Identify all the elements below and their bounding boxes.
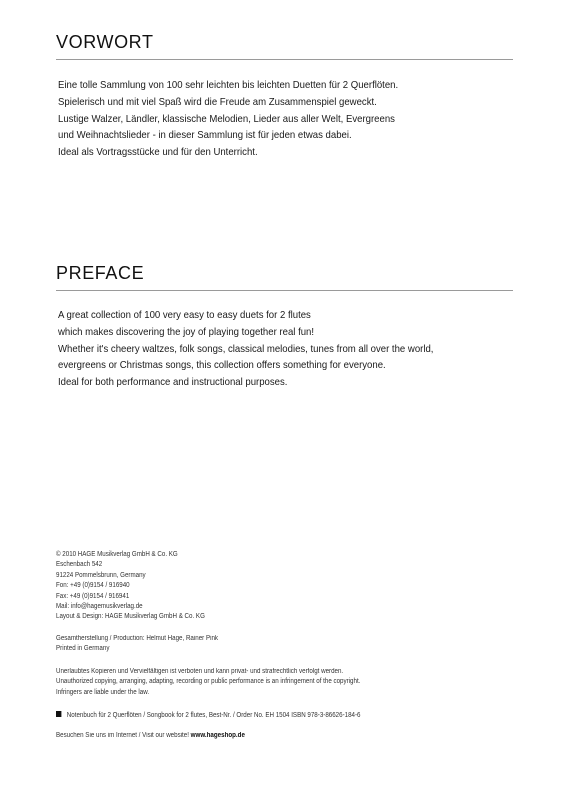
imprint-line: Unauthorized copying, arranging, adapting, recording or public performance is an infringement of the copyright. (56, 678, 361, 686)
imprint-line: © 2010 HAGE Musikverlag GmbH & Co. KG (56, 551, 178, 558)
preface-line: which makes discovering the joy of playing together real fun! (58, 326, 315, 338)
vorwort-line: Spielerisch und mit viel Spaß wird die Freude am Zusammenspiel geweckt. (58, 96, 377, 108)
preface-paragraph (58, 308, 500, 392)
catalog-info (56, 711, 361, 721)
imprint-line: Mail: info@hagemusikverlag.de (56, 603, 143, 611)
vorwort-line: Ideal als Vortragsstücke und für den Unterricht. (58, 147, 258, 159)
imprint-line: Layout & Design: HAGE Musikverlag GmbH & Co. KG (56, 613, 205, 621)
preface-line: A great collection of 100 very easy to easy duets for 2 flutes (58, 310, 311, 321)
website-link[interactable]: www.hageshop.de (190, 732, 245, 739)
imprint-line: 91224 Pommelsbrunn, Germany (56, 571, 146, 579)
vorwort-line: Eine tolle Sammlung von 100 sehr leichten bis leichten Duetten für 2 Querflöten. (58, 80, 399, 91)
visit-text: Besuchen Sie uns im Internet / Visit our website! (56, 732, 191, 739)
publisher-address (56, 550, 479, 623)
imprint-line: Fon: +49 (0)9154 / 916940 (56, 582, 130, 590)
vorwort-heading: VORWORT (56, 32, 154, 52)
preface-divider (56, 290, 513, 291)
imprint-line: Printed in Germany (56, 645, 110, 653)
imprint-line: Eschenbach 542 (56, 561, 103, 569)
vorwort-divider (56, 59, 513, 60)
copyright-notice (56, 667, 479, 698)
imprint-line: Unerlaubtes Kopieren und Vervielfältigen ist verboten und kann privat- und strafrechtlich verfolgt werden. (56, 668, 344, 675)
preface-line: evergreens or Christmas songs, this collection offers something for everyone. (58, 360, 386, 372)
preface-line: Ideal for both performance and instructional purposes. (58, 377, 288, 389)
website-info (56, 731, 245, 741)
imprint-line: Infringers are liable under the law. (56, 688, 150, 696)
square-bullet-icon (56, 711, 61, 717)
imprint-line: Fax: +49 (0)9154 / 916941 (56, 592, 130, 600)
vorwort-paragraph (58, 78, 500, 162)
production-credits (56, 634, 479, 655)
catalog-text: Notenbuch für 2 Querflöten / Songbook for 2 flutes, Best-Nr. / Order No. EH 1504 ISBN 978-3-86626-184-6 (66, 712, 361, 719)
vorwort-line: und Weihnachtslieder - in dieser Sammlung ist für jeden etwas dabei. (58, 130, 352, 142)
vorwort-line: Lustige Walzer, Ländler, klassische Melodien, Lieder aus aller Welt, Evergreens (58, 113, 395, 125)
preface-line: Whether it's cheery waltzes, folk songs, classical melodies, tunes from all over the world, (58, 343, 434, 355)
preface-heading: PREFACE (56, 263, 145, 283)
imprint-line: Gesamtherstellung / Production: Helmut Hage, Rainer Pink (56, 635, 219, 642)
